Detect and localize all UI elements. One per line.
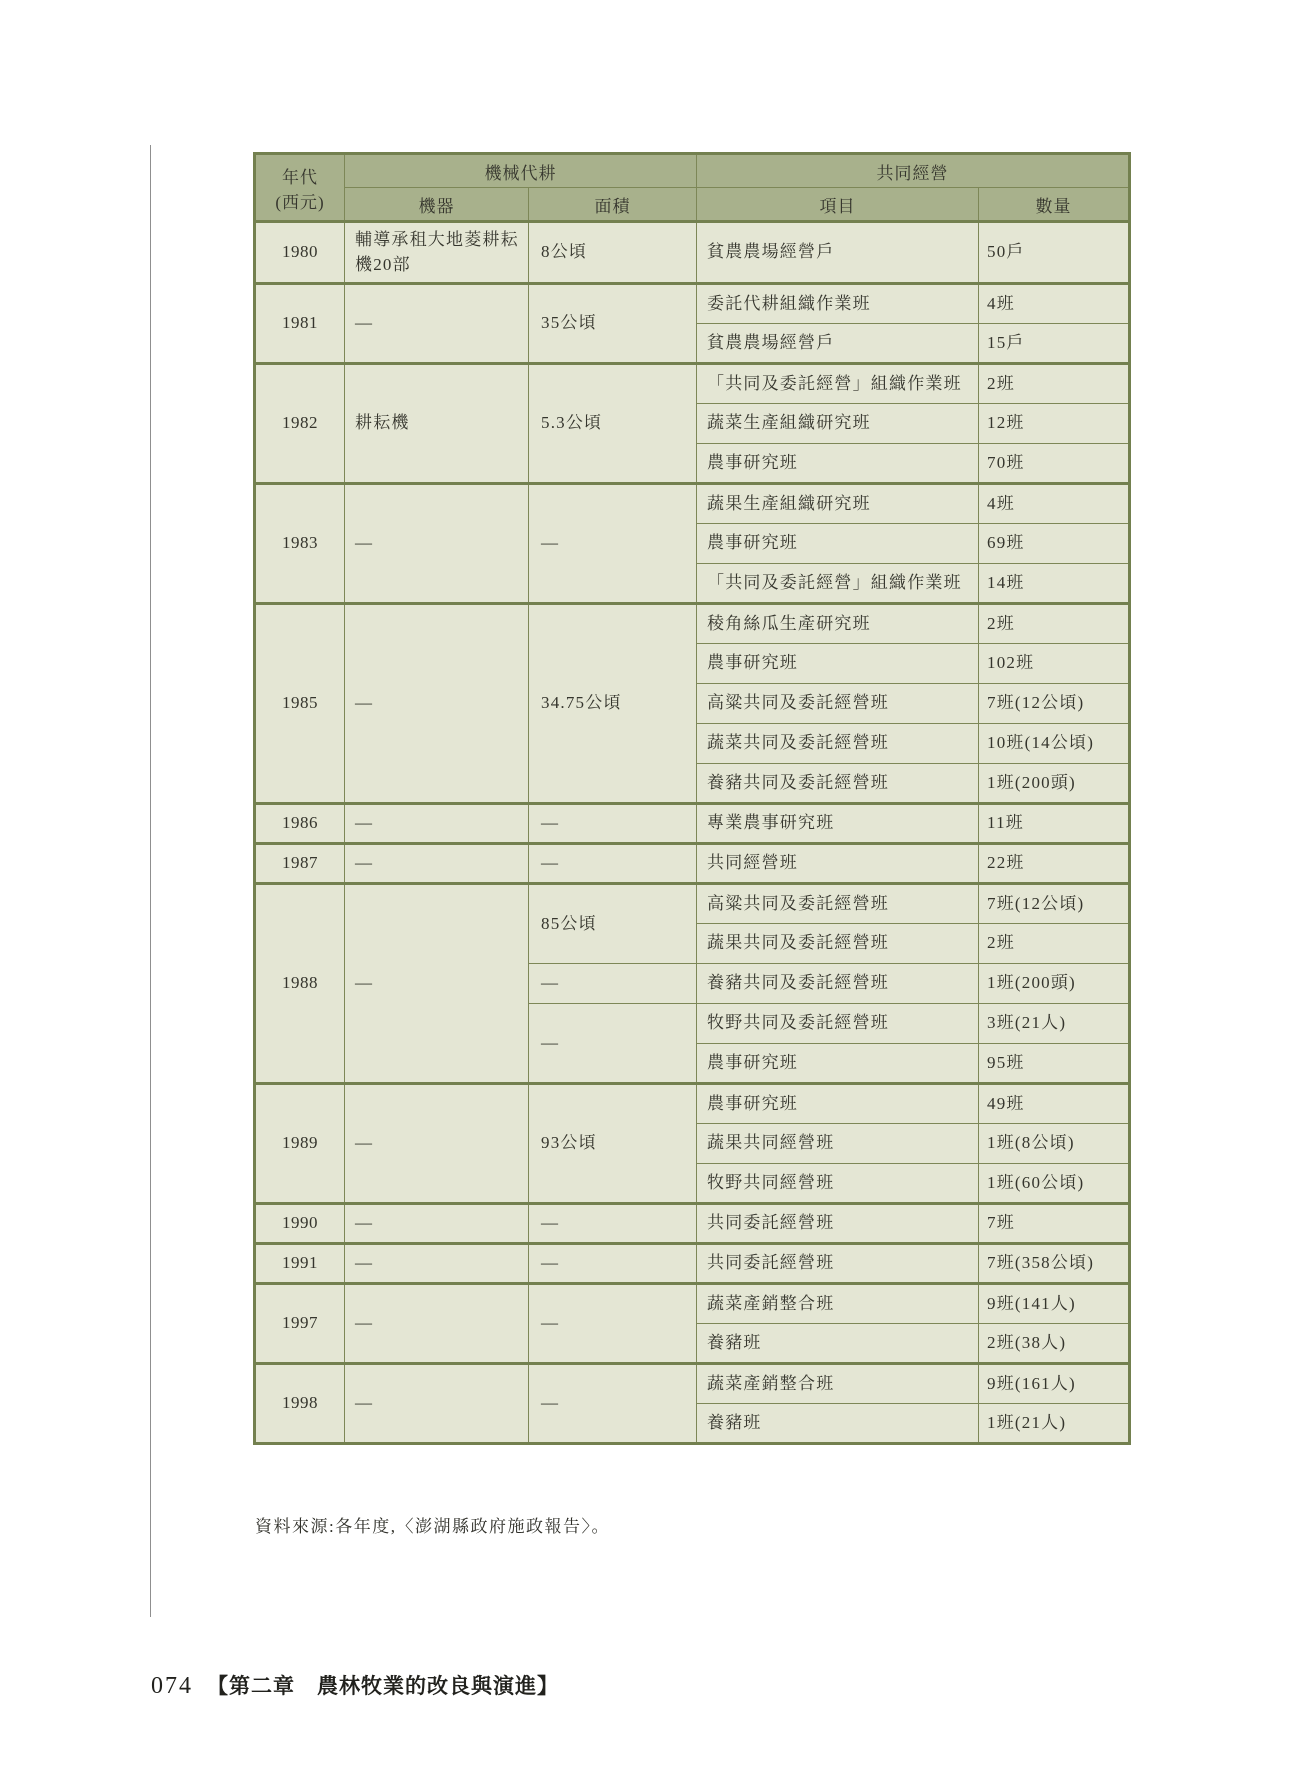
- quantity-cell: 50戶: [979, 222, 1130, 284]
- year-cell: 1981: [255, 284, 345, 364]
- year-cell: 1988: [255, 884, 345, 1084]
- table-row: [255, 1244, 1130, 1284]
- item-cell: 蔬果生產組織研究班: [697, 484, 979, 524]
- quantity-cell: 22班: [979, 844, 1130, 884]
- quantity-cell: 9班(161人): [979, 1364, 1130, 1404]
- item-cell: 蔬菜生產組織研究班: [697, 404, 979, 444]
- quantity-cell: 102班: [979, 644, 1130, 684]
- area-cell: 34.75公頃: [529, 604, 697, 804]
- item-cell: 農事研究班: [697, 524, 979, 564]
- statistics-table: [253, 152, 1131, 1445]
- machine-cell: —: [345, 804, 529, 844]
- item-cell: 稜角絲瓜生產研究班: [697, 604, 979, 644]
- quantity-cell: 15戶: [979, 324, 1130, 364]
- area-cell: —: [529, 804, 697, 844]
- source-note: 資料來源:各年度,〈澎湖縣政府施政報告〉。: [255, 1517, 610, 1536]
- page-footer: [151, 1670, 559, 1700]
- item-cell: 蔬菜產銷整合班: [697, 1364, 979, 1404]
- machine-cell: —: [345, 1244, 529, 1284]
- quantity-cell: 1班(8公頃): [979, 1124, 1130, 1164]
- machine-cell: —: [345, 484, 529, 604]
- col-header-quantity: 數量: [979, 188, 1130, 222]
- machine-cell: —: [345, 604, 529, 804]
- item-cell: 農事研究班: [697, 644, 979, 684]
- item-cell: 牧野共同經營班: [697, 1164, 979, 1204]
- item-cell: 共同委託經營班: [697, 1204, 979, 1244]
- quantity-cell: 4班: [979, 284, 1130, 324]
- year-cell: 1989: [255, 1084, 345, 1204]
- area-cell: —: [529, 484, 697, 604]
- item-cell: 蔬菜共同及委託經營班: [697, 724, 979, 764]
- col-header-machine: 機器: [345, 188, 529, 222]
- quantity-cell: 14班: [979, 564, 1130, 604]
- item-cell: 養豬班: [697, 1324, 979, 1364]
- table-body: [255, 222, 1130, 1444]
- area-cell: —: [529, 964, 697, 1004]
- table-row: [255, 222, 1130, 284]
- table-row: [255, 1364, 1130, 1404]
- item-cell: 農事研究班: [697, 1044, 979, 1084]
- machine-cell: —: [345, 884, 529, 1084]
- year-cell: 1985: [255, 604, 345, 804]
- quantity-cell: 7班(12公頃): [979, 684, 1130, 724]
- quantity-cell: 7班(358公頃): [979, 1244, 1130, 1284]
- item-cell: 養豬共同及委託經營班: [697, 964, 979, 1004]
- quantity-cell: 95班: [979, 1044, 1130, 1084]
- item-cell: 養豬班: [697, 1404, 979, 1444]
- item-cell: 「共同及委託經營」組織作業班: [697, 564, 979, 604]
- area-cell: 5.3公頃: [529, 364, 697, 484]
- quantity-cell: 2班(38人): [979, 1324, 1130, 1364]
- quantity-cell: 1班(200頭): [979, 964, 1130, 1004]
- machine-cell: —: [345, 1084, 529, 1204]
- machine-cell: —: [345, 844, 529, 884]
- quantity-cell: 7班(12公頃): [979, 884, 1130, 924]
- table-row: [255, 1204, 1130, 1244]
- item-cell: 蔬果共同及委託經營班: [697, 924, 979, 964]
- area-cell: —: [529, 844, 697, 884]
- year-cell: 1987: [255, 844, 345, 884]
- item-cell: 貧農農場經營戶: [697, 324, 979, 364]
- quantity-cell: 2班: [979, 364, 1130, 404]
- area-cell: —: [529, 1364, 697, 1444]
- machine-cell: —: [345, 1284, 529, 1364]
- machine-cell: —: [345, 284, 529, 364]
- area-cell: —: [529, 1244, 697, 1284]
- year-cell: 1990: [255, 1204, 345, 1244]
- machine-cell: 輔導承租大地菱耕耘機20部: [345, 222, 529, 284]
- col-header-item: 項目: [697, 188, 979, 222]
- area-cell: —: [529, 1284, 697, 1364]
- table-row: [255, 1284, 1130, 1324]
- quantity-cell: 2班: [979, 604, 1130, 644]
- year-cell: 1997: [255, 1284, 345, 1364]
- item-cell: 高粱共同及委託經營班: [697, 684, 979, 724]
- col-header-year-line1: 年代: [282, 167, 318, 187]
- table-row: [255, 804, 1130, 844]
- chapter-title: 【第二章 農林牧業的改良與演進】: [207, 1674, 559, 1698]
- year-cell: 1983: [255, 484, 345, 604]
- quantity-cell: 1班(60公頃): [979, 1164, 1130, 1204]
- machine-cell: —: [345, 1364, 529, 1444]
- area-cell: 93公頃: [529, 1084, 697, 1204]
- machine-cell: —: [345, 1204, 529, 1244]
- quantity-cell: 69班: [979, 524, 1130, 564]
- table-row: [255, 604, 1130, 644]
- col-header-year-line2: (西元): [275, 192, 325, 212]
- area-cell: 85公頃: [529, 884, 697, 964]
- item-cell: 蔬菜產銷整合班: [697, 1284, 979, 1324]
- page-number: 074: [151, 1673, 193, 1699]
- statistics-table-container: [253, 152, 1131, 1445]
- quantity-cell: 70班: [979, 444, 1130, 484]
- quantity-cell: 7班: [979, 1204, 1130, 1244]
- item-cell: 高粱共同及委託經營班: [697, 884, 979, 924]
- quantity-cell: 11班: [979, 804, 1130, 844]
- table-row: [255, 484, 1130, 524]
- item-cell: 委託代耕組織作業班: [697, 284, 979, 324]
- page-margin-line: [150, 145, 151, 1617]
- quantity-cell: 3班(21人): [979, 1004, 1130, 1044]
- table-header: [255, 154, 1130, 222]
- item-cell: 農事研究班: [697, 1084, 979, 1124]
- year-cell: 1986: [255, 804, 345, 844]
- item-cell: 農事研究班: [697, 444, 979, 484]
- item-cell: 專業農事研究班: [697, 804, 979, 844]
- col-header-year: [255, 154, 345, 222]
- table-row: [255, 884, 1130, 924]
- item-cell: 「共同及委託經營」組織作業班: [697, 364, 979, 404]
- area-cell: —: [529, 1204, 697, 1244]
- col-header-area: 面積: [529, 188, 697, 222]
- quantity-cell: 9班(141人): [979, 1284, 1130, 1324]
- quantity-cell: 12班: [979, 404, 1130, 444]
- col-group-joint-management: 共同經營: [697, 154, 1130, 188]
- table-row: [255, 844, 1130, 884]
- quantity-cell: 4班: [979, 484, 1130, 524]
- item-cell: 牧野共同及委託經營班: [697, 1004, 979, 1044]
- item-cell: 共同委託經營班: [697, 1244, 979, 1284]
- year-cell: 1991: [255, 1244, 345, 1284]
- area-cell: 8公頃: [529, 222, 697, 284]
- table-row: [255, 364, 1130, 404]
- year-cell: 1982: [255, 364, 345, 484]
- item-cell: 貧農農場經營戶: [697, 222, 979, 284]
- quantity-cell: 1班(21人): [979, 1404, 1130, 1444]
- item-cell: 共同經營班: [697, 844, 979, 884]
- item-cell: 蔬果共同經營班: [697, 1124, 979, 1164]
- machine-cell: 耕耘機: [345, 364, 529, 484]
- quantity-cell: 1班(200頭): [979, 764, 1130, 804]
- table-row: [255, 1084, 1130, 1124]
- item-cell: 養豬共同及委託經營班: [697, 764, 979, 804]
- col-group-machine-farming: 機械代耕: [345, 154, 697, 188]
- year-cell: 1980: [255, 222, 345, 284]
- quantity-cell: 49班: [979, 1084, 1130, 1124]
- area-cell: —: [529, 1004, 697, 1084]
- quantity-cell: 2班: [979, 924, 1130, 964]
- area-cell: 35公頃: [529, 284, 697, 364]
- year-cell: 1998: [255, 1364, 345, 1444]
- table-row: [255, 284, 1130, 324]
- quantity-cell: 10班(14公頃): [979, 724, 1130, 764]
